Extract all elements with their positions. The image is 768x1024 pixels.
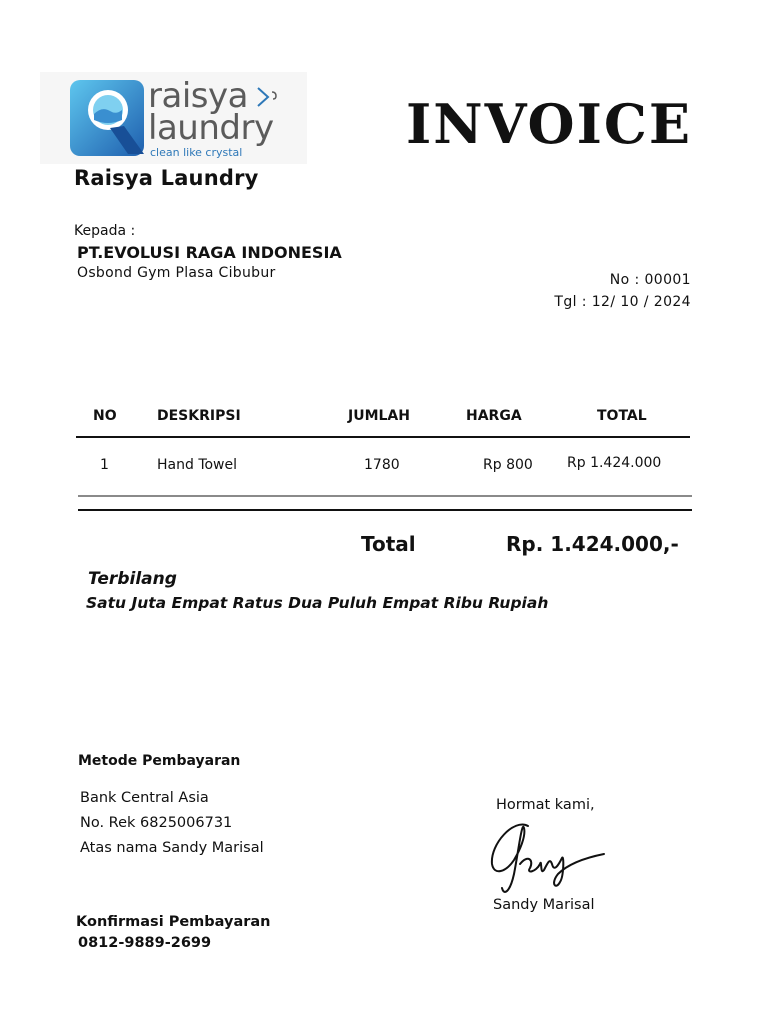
table-cell-total: Rp 1.424.000 <box>567 455 662 471</box>
grand-total-value: Rp. 1.424.000,- <box>506 532 679 556</box>
recipient-label: Kepada : <box>74 223 136 239</box>
payment-confirmation-title: Konfirmasi Pembayaran <box>76 914 271 930</box>
recipient-address: Osbond Gym Plasa Cibubur <box>77 265 276 281</box>
payment-account-number: No. Rek 6825006731 <box>80 815 233 831</box>
recipient-name: PT.EVOLUSI RAGA INDONESIA <box>77 243 342 262</box>
signer-name: Sandy Marisal <box>493 897 595 913</box>
grand-total-label: Total <box>361 532 416 556</box>
logo-tagline: clean like crystal <box>150 146 243 159</box>
brand-logo <box>40 72 307 164</box>
table-header-divider <box>76 436 690 438</box>
table-header-no: NO <box>93 408 117 424</box>
closing-greeting: Hormat kami, <box>496 797 595 813</box>
logo-word-laundry: laundry <box>148 108 274 148</box>
company-name: Raisya Laundry <box>74 166 259 190</box>
terbilang-label: Terbilang <box>88 569 177 589</box>
hanger-icon <box>254 84 280 110</box>
table-cell-harga: Rp 800 <box>483 457 533 473</box>
invoice-title: INVOICE <box>405 92 692 156</box>
table-cell-jumlah: 1780 <box>364 457 400 473</box>
logo-word-raisya: raisya <box>148 76 248 116</box>
invoice-number: No : 00001 <box>609 272 691 288</box>
payment-account-holder: Atas nama Sandy Marisal <box>80 840 264 856</box>
table-row-divider <box>78 495 692 497</box>
table-header-jumlah: JUMLAH <box>348 408 410 424</box>
table-cell-deskripsi: Hand Towel <box>157 457 238 473</box>
table-header-total: TOTAL <box>597 408 647 424</box>
table-header-harga: HARGA <box>466 408 522 424</box>
table-cell-no: 1 <box>100 457 109 473</box>
payment-method-title: Metode Pembayaran <box>78 753 241 769</box>
table-header-deskripsi: DESKRIPSI <box>157 408 241 424</box>
logo-r-mark-icon <box>70 80 144 156</box>
signature-image <box>484 814 610 898</box>
payment-bank: Bank Central Asia <box>80 790 209 806</box>
table-bottom-divider <box>78 509 692 511</box>
invoice-date: Tgl : 12/ 10 / 2024 <box>554 294 691 310</box>
terbilang-text: Satu Juta Empat Ratus Dua Puluh Empat Ribu Rupiah <box>86 594 549 612</box>
payment-confirmation-phone: 0812-9889-2699 <box>78 935 212 951</box>
